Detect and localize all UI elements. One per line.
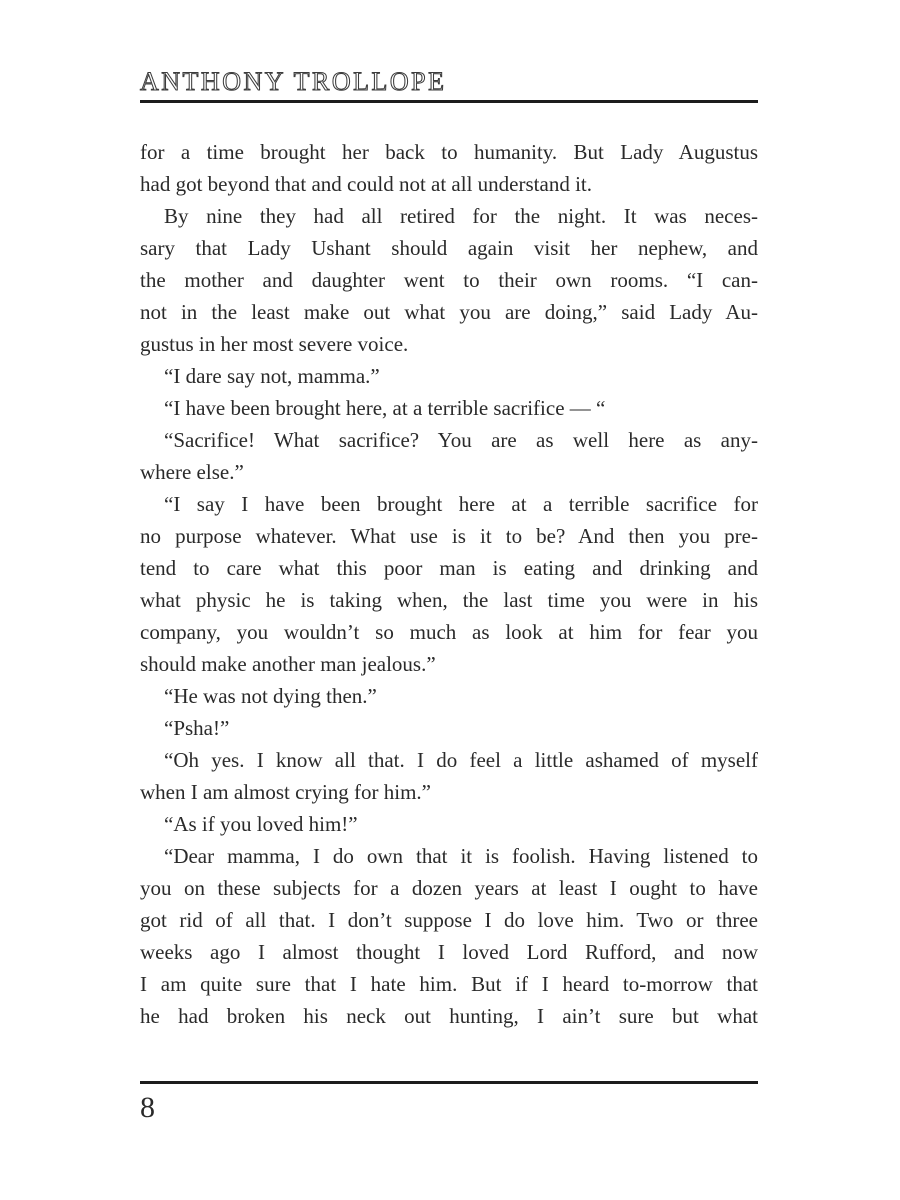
text-line: “I dare say not, mamma.” bbox=[164, 364, 380, 388]
running-header bbox=[140, 69, 758, 95]
footer-rule bbox=[140, 1081, 758, 1084]
text-line: not in the least make out what you are doing,” said Lady Au- bbox=[140, 300, 758, 324]
text-line: should make another man jealous.” bbox=[140, 652, 436, 676]
text-line: company, you wouldn’t so much as look at him for fear you bbox=[140, 620, 758, 644]
text-line: “Oh yes. I know all that. I do feel a little ashamed of myself bbox=[164, 748, 758, 772]
text-line: “I have been brought here, at a terrible sacrifice — “ bbox=[164, 396, 606, 420]
text-line: no purpose whatever. What use is it to be? And then you pre- bbox=[140, 524, 758, 548]
text-line: By nine they had all retired for the night. It was neces- bbox=[164, 204, 758, 228]
text-line: “Dear mamma, I do own that it is foolish. Having listened to bbox=[164, 844, 758, 868]
text-line: when I am almost crying for him.” bbox=[140, 780, 432, 804]
text-line: gustus in her most severe voice. bbox=[140, 332, 409, 356]
text-line: “Psha!” bbox=[164, 716, 230, 740]
page-title: ANTHONY TROLLOPE bbox=[140, 67, 447, 96]
text-line: tend to care what this poor man is eating and drinking and bbox=[140, 556, 758, 580]
text-line: for a time brought her back to humanity. But Lady Augustus bbox=[140, 140, 758, 164]
text-line: “As if you loved him!” bbox=[164, 812, 358, 836]
text-line: you on these subjects for a dozen years at least I ought to have bbox=[140, 876, 758, 900]
text-line: sary that Lady Ushant should again visit her nephew, and bbox=[140, 236, 758, 260]
text-line: where else.” bbox=[140, 460, 244, 484]
text-line: had got beyond that and could not at all understand it. bbox=[140, 172, 592, 196]
header-rule bbox=[140, 100, 758, 103]
book-text bbox=[140, 136, 758, 1032]
text-line: “He was not dying then.” bbox=[164, 684, 377, 708]
text-line: he had broken his neck out hunting, I ain’t sure but what bbox=[140, 1004, 758, 1028]
page-number: 8 bbox=[140, 1091, 155, 1124]
text-line: “Sacrifice! What sacrifice? You are as well here as any- bbox=[164, 428, 758, 452]
text-line: got rid of all that. I don’t suppose I do love him. Two or three bbox=[140, 908, 758, 932]
text-line: “I say I have been brought here at a terrible sacrifice for bbox=[164, 492, 758, 516]
text-line: weeks ago I almost thought I loved Lord Rufford, and now bbox=[140, 940, 758, 964]
text-line: the mother and daughter went to their own rooms. “I can- bbox=[140, 268, 758, 292]
text-line: what physic he is taking when, the last time you were in his bbox=[140, 588, 758, 612]
text-line: I am quite sure that I hate him. But if I heard to-morrow that bbox=[140, 972, 758, 996]
